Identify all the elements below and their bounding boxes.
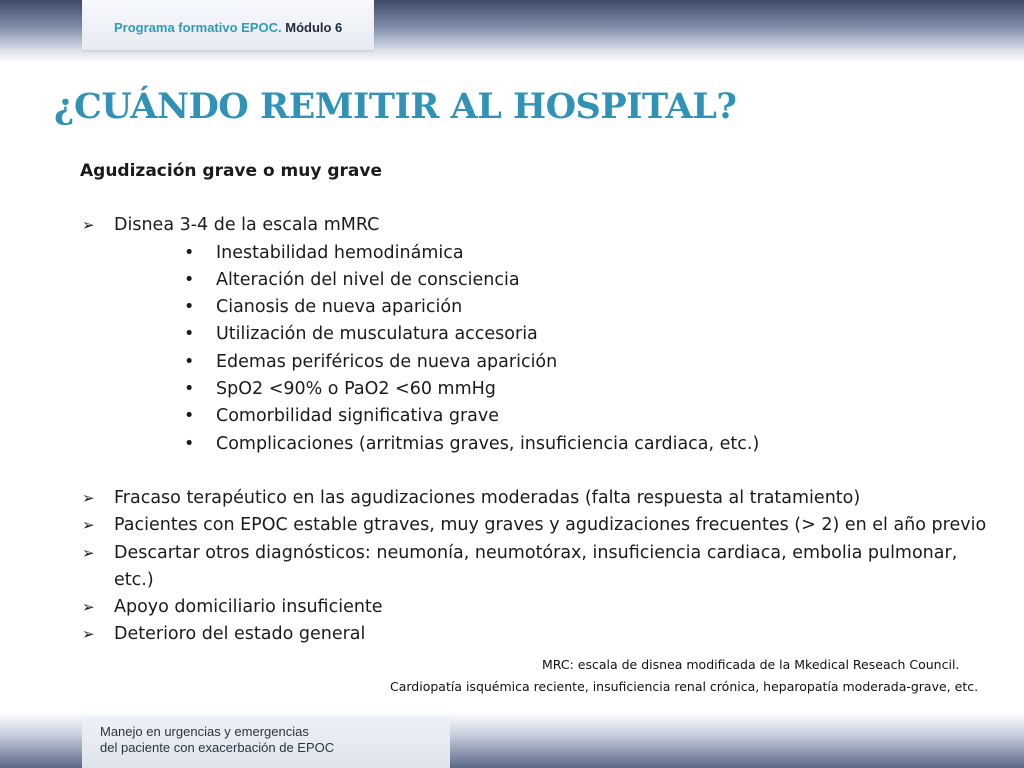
list-item-text: Pacientes con EPOC estable gtraves, muy graves y agudizaciones frecuentes (> 2) en el año previo [114, 515, 987, 536]
bullet-icon: • [184, 242, 195, 263]
bullet-icon: • [184, 406, 195, 427]
slide-title: ¿CUÁNDO REMITIR AL HOSPITAL? [54, 86, 737, 127]
sub-list-item [80, 376, 1000, 403]
list-item [80, 540, 1000, 595]
bullet-icon: • [184, 379, 195, 400]
list-item [80, 621, 1000, 648]
arrow-bullet-icon: ➢ [82, 216, 95, 235]
list-item-text: Fracaso terapéutico en las agudizaciones moderadas (falta respuesta al tratamiento) [114, 487, 861, 508]
arrow-bullet-icon: ➢ [82, 543, 95, 562]
bullet-icon: • [184, 351, 195, 372]
sub-list-item-text: Edemas periféricos de nueva aparición [216, 351, 558, 372]
sub-list-item [80, 349, 1000, 376]
list-item [80, 594, 1000, 621]
sub-list-item [80, 321, 1000, 348]
footnote-mrc: MRC: escala de disnea modificada de la Mkedical Reseach Council. [542, 657, 960, 672]
footer-line-2: del paciente con exacerbación de EPOC [100, 740, 335, 755]
sub-list-item [80, 431, 1000, 458]
spacer [80, 458, 1000, 485]
header-module: Módulo 6 [285, 20, 343, 35]
bullet-icon: • [184, 297, 195, 318]
arrow-bullet-icon: ➢ [82, 625, 95, 644]
sub-list-item [80, 267, 1000, 294]
footer-line-1: Manejo en urgencias y emergencias [100, 724, 309, 739]
list-item-text: Disnea 3-4 de la escala mMRC [114, 215, 380, 236]
sub-list-item-text: SpO2 <90% o PaO2 <60 mmHg [216, 379, 496, 400]
section-subtitle: Agudización grave o muy grave [80, 161, 382, 181]
slide-content [80, 158, 1000, 649]
bullet-icon: • [184, 433, 195, 454]
arrow-bullet-icon: ➢ [82, 598, 95, 617]
sub-list-item-text: Comorbilidad significativa grave [216, 406, 499, 427]
sub-list-item-text: Cianosis de nueva aparición [216, 297, 463, 318]
sub-list-item-text: Inestabilidad hemodinámica [216, 242, 464, 263]
footer-label [100, 724, 334, 756]
sub-list-item [80, 294, 1000, 321]
bullet-icon: • [184, 324, 195, 345]
sub-list-item [80, 240, 1000, 267]
sub-list-item-text: Complicaciones (arritmias graves, insuficiencia cardiaca, etc.) [216, 433, 760, 454]
list-item [80, 212, 1000, 239]
header-program: Programa formativo EPOC. [114, 20, 282, 35]
arrow-bullet-icon: ➢ [82, 516, 95, 535]
bullet-icon: • [184, 269, 195, 290]
list-item [80, 512, 1000, 539]
list-item-text: Deterioro del estado general [114, 624, 366, 645]
list-item-text: Descartar otros diagnósticos: neumonía, neumotórax, insuficiencia cardiaca, embolia pulmonar, etc.) [114, 542, 958, 590]
list-item-text: Apoyo domiciliario insuficiente [114, 597, 383, 618]
list-item [80, 485, 1000, 512]
sub-list [80, 240, 1000, 458]
header-label [114, 20, 342, 35]
footnote-comorbidity: Cardiopatía isquémica reciente, insuficiencia renal crónica, heparopatía moderada-grave, etc. [390, 679, 979, 694]
sub-list-item [80, 403, 1000, 430]
sub-list-item-text: Alteración del nivel de consciencia [216, 269, 520, 290]
sub-list-item-text: Utilización de musculatura accesoria [216, 324, 538, 345]
arrow-bullet-icon: ➢ [82, 488, 95, 507]
